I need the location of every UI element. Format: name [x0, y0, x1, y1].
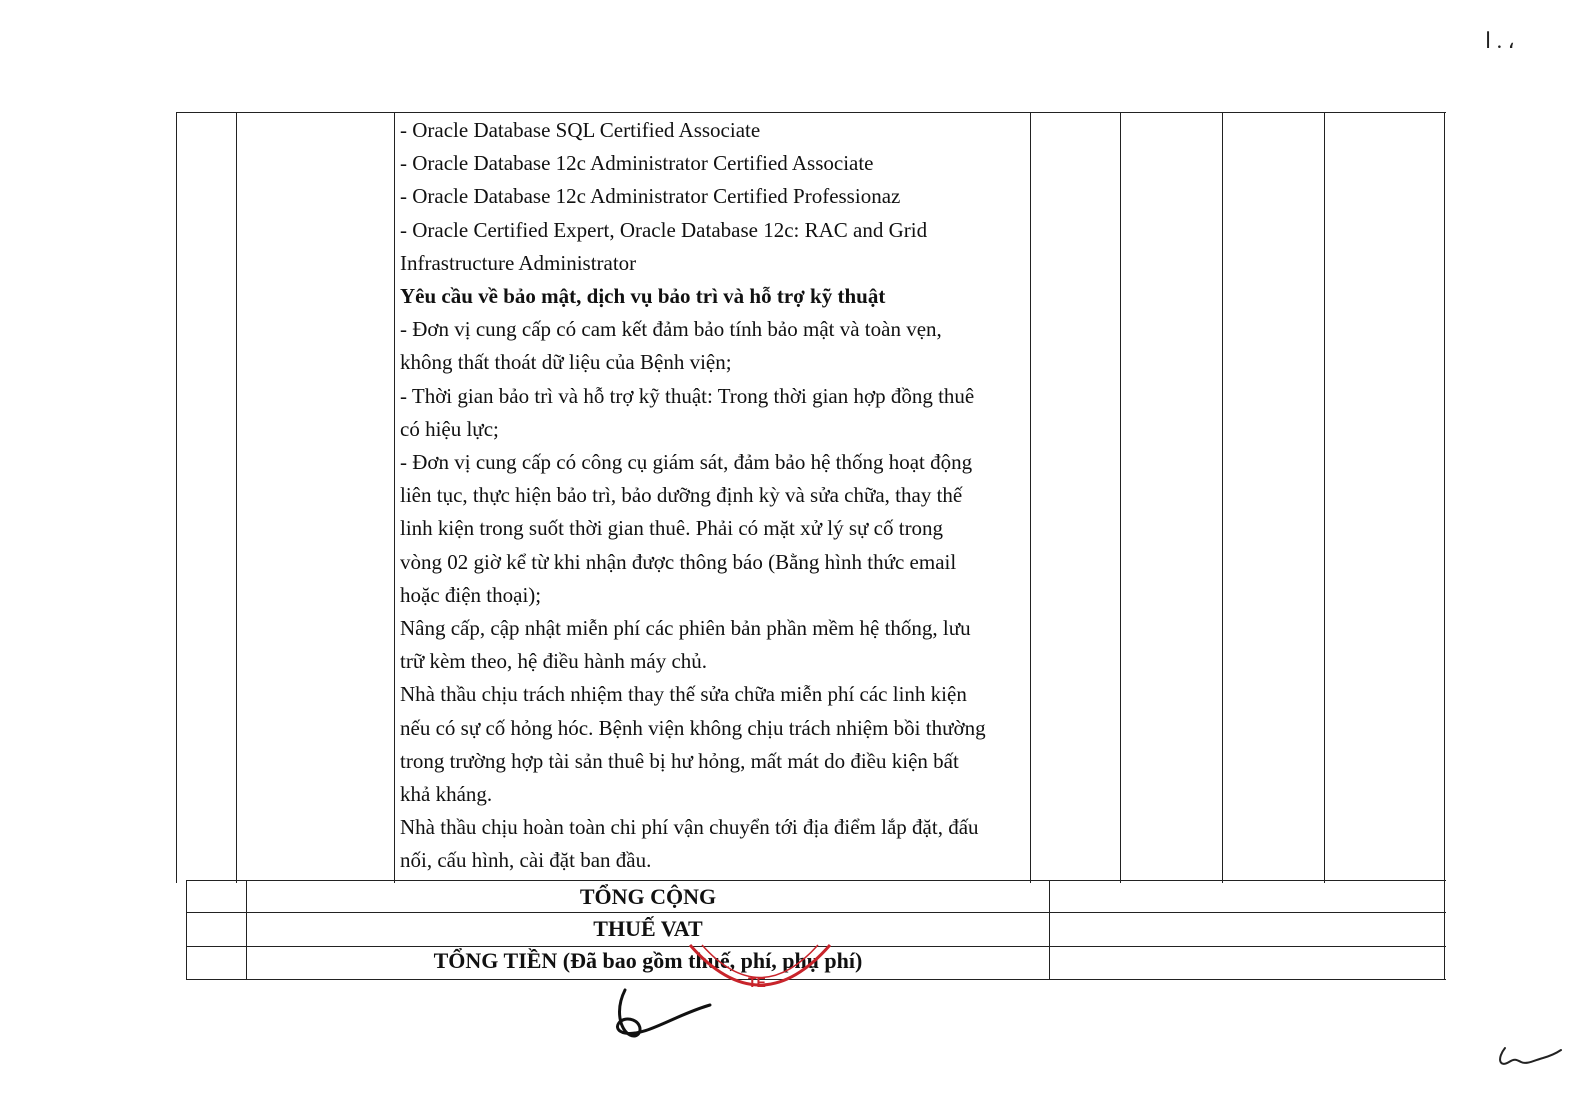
- requirement-line: - Oracle Database 12c Administrator Certified Professionaz: [400, 184, 901, 209]
- table-col-divider: [1222, 113, 1223, 883]
- requirement-heading: Yêu cầu về bảo mật, dịch vụ bảo trì và hỗ trợ kỹ thuật: [400, 284, 886, 309]
- table-border-left: [186, 880, 187, 980]
- requirement-line: trữ kèm theo, hệ điều hành máy chủ.: [400, 649, 708, 674]
- signature: [605, 985, 715, 1045]
- requirement-line: - Oracle Database 12c Administrator Certified Associate: [400, 151, 874, 176]
- requirement-line: - Thời gian bảo trì và hỗ trợ kỹ thuật: Trong thời gian hợp đồng thuê: [400, 383, 975, 408]
- requirement-line: linh kiện trong suốt thời gian thuê. Phải có mặt xử lý sự cố trong: [400, 516, 944, 541]
- requirement-line: - Oracle Database SQL Certified Associate: [400, 118, 761, 142]
- requirement-line: - Đơn vị cung cấp có cam kết đảm bảo tính bảo mật và toàn vẹn,: [400, 317, 942, 342]
- vat-label: THUẾ VAT: [593, 916, 703, 941]
- corner-marks: ا . ،: [1485, 28, 1515, 53]
- requirement-line: - Đơn vị cung cấp có công cụ giám sát, đảm bảo hệ thống hoạt động: [400, 450, 973, 475]
- requirement-line: nối, cấu hình, cài đặt ban đầu.: [400, 848, 652, 873]
- table-border-left: [176, 113, 177, 883]
- requirement-line: vòng 02 giờ kể từ khi nhận được thông báo (Bằng hình thức email: [400, 549, 957, 574]
- requirements-cell: [400, 114, 1025, 878]
- requirement-line: Nâng cấp, cập nhật miễn phí các phiên bản phần mềm hệ thống, lưu: [400, 616, 971, 641]
- table-col-divider: [394, 113, 395, 883]
- table-col-divider: [1049, 880, 1050, 980]
- requirement-line: Nhà thầu chịu hoàn toàn chi phí vận chuyển tới địa điểm lắp đặt, đấu: [400, 815, 979, 840]
- requirement-line: Infrastructure Administrator: [400, 250, 637, 275]
- requirement-line: trong trường hợp tài sản thuê bị hư hỏng, mất mát do điều kiện bất: [400, 748, 959, 773]
- requirement-line: hoặc điện thoại);: [400, 582, 542, 607]
- table-col-divider: [1030, 113, 1031, 883]
- requirement-line: - Oracle Certified Expert, Oracle Database 12c: RAC and Grid: [400, 217, 928, 242]
- total-label: TỔNG CỘNG: [579, 884, 717, 909]
- table-col-divider: [246, 880, 247, 980]
- requirement-line: có hiệu lực;: [400, 416, 499, 441]
- initials-signature: [1495, 1040, 1565, 1070]
- requirement-line: nếu có sự cố hỏng hóc. Bệnh viện không chịu trách nhiệm bồi thường: [400, 715, 986, 740]
- table-row-line: [186, 880, 1446, 881]
- table-col-divider: [1324, 113, 1325, 883]
- table-border-right: [1444, 880, 1445, 980]
- table-border-right: [1444, 113, 1445, 883]
- grand-total-label: TỔNG TIỀN (Đã bao gồm thuế, phí, phụ phí): [433, 948, 863, 973]
- requirement-line: không thất thoát dữ liệu của Bệnh viện;: [400, 350, 732, 375]
- table-row-line: [186, 912, 1446, 913]
- table-col-divider: [1120, 113, 1121, 883]
- stamp-text: TE: [748, 974, 766, 990]
- requirement-line: liên tục, thực hiện bảo trì, bảo dưỡng định kỳ và sửa chữa, thay thế: [400, 483, 963, 508]
- requirement-line: khả kháng.: [400, 782, 493, 807]
- table-col-divider: [236, 113, 237, 883]
- requirement-line: Nhà thầu chịu trách nhiệm thay thế sửa chữa miễn phí các linh kiện: [400, 682, 967, 707]
